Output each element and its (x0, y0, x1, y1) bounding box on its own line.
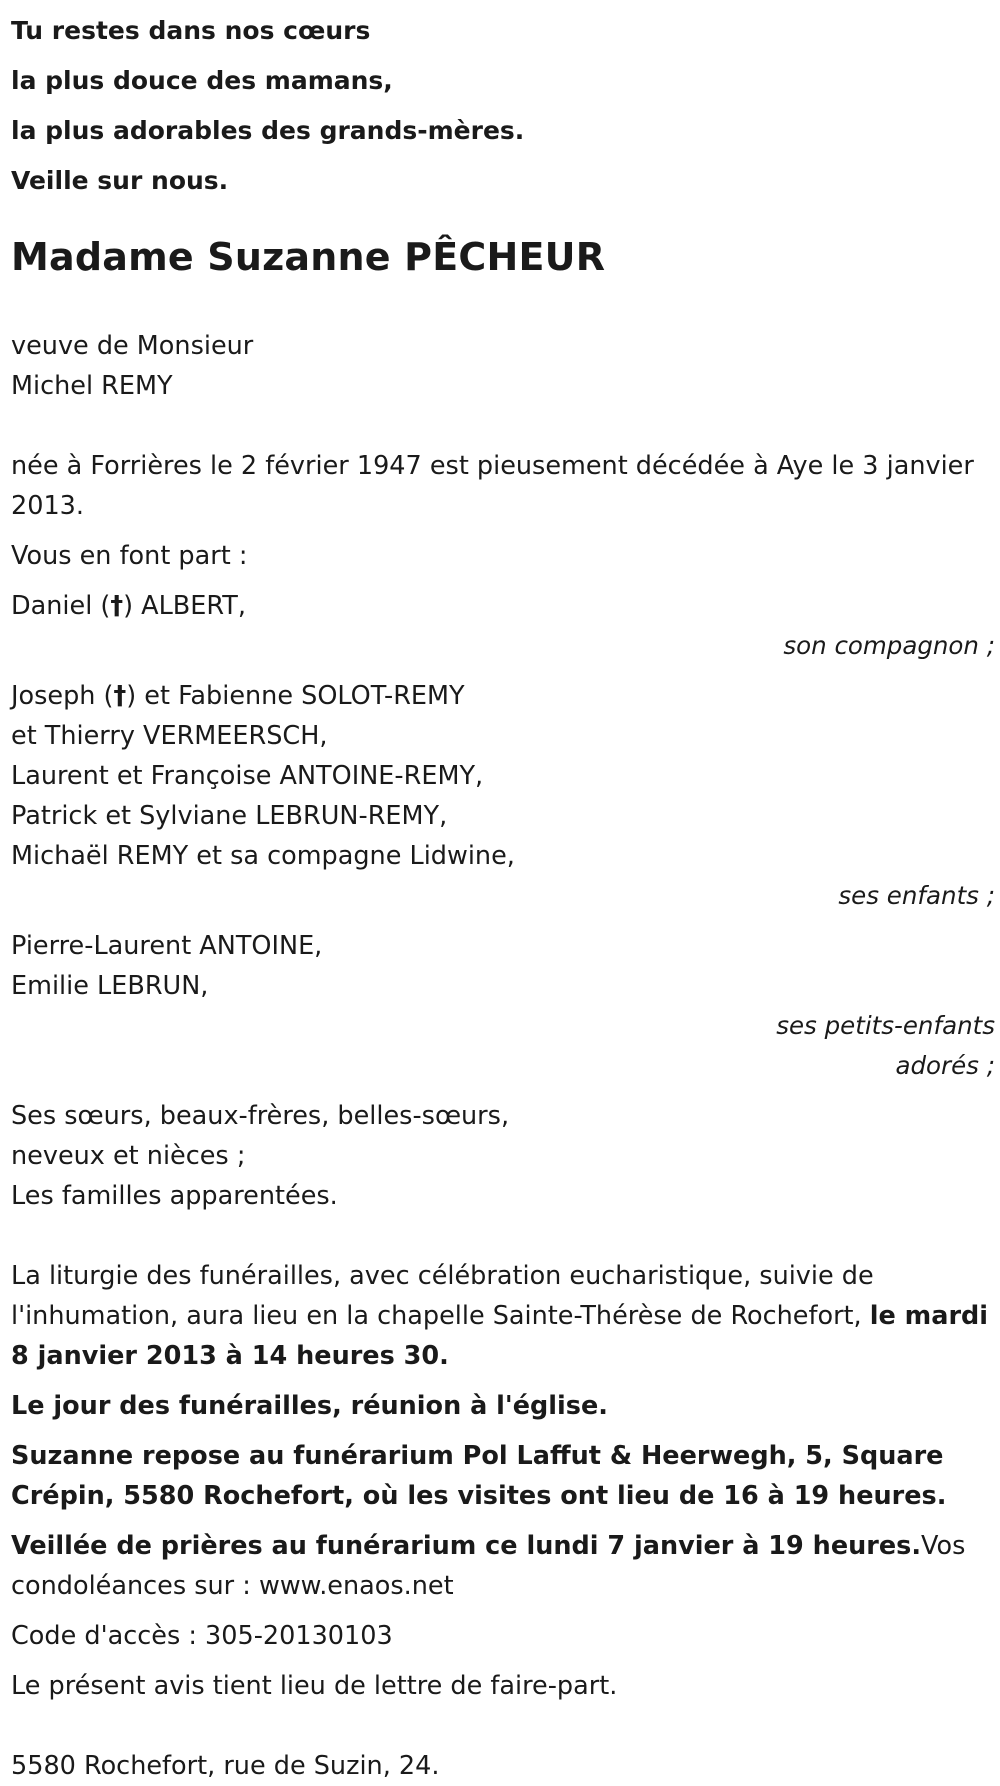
cross-icon: † (113, 681, 127, 711)
notice-body (11, 326, 995, 1786)
list-item: Emilie LEBRUN, (11, 971, 209, 1001)
deceased-name: Madame Suzanne PÊCHEUR (11, 235, 606, 279)
verse-line: Tu restes dans nos cœurs (11, 16, 371, 45)
companion-role: son compagnon ; (783, 631, 995, 660)
liturgy-date: le mardi 8 janvier 2013 à 14 heures 30. (11, 1301, 989, 1371)
spouse-line: Michel REMY (11, 371, 173, 401)
vigil-date: Veillée de prières au funérarium ce lundi 7 janvier à 19 heures. (11, 1531, 922, 1561)
verse-line: la plus adorables des grands-mères. (11, 116, 525, 145)
obituary-notice (11, 0, 995, 1786)
grandchildren-role: ses petits-enfants (776, 1011, 995, 1040)
list-item: Les familles apparentées. (11, 1181, 338, 1211)
list-item: Laurent et Françoise ANTOINE-REMY, (11, 761, 484, 791)
family-group (11, 1096, 991, 1216)
list-item: Michaël REMY et sa compagne Lidwine, (11, 841, 515, 871)
verse-line: Veille sur nous. (11, 166, 229, 195)
spouse-line: veuve de Monsieur (11, 331, 254, 361)
children-group (11, 676, 995, 916)
funerarium-info: Suzanne repose au funérarium Pol Laffut & Heerwegh, 5, Square Crépin, 5580 Rochefort, où les visites ont lieu de 16 à 19 heures. (11, 1441, 947, 1511)
list-item: Ses sœurs, beaux-frères, belles-sœurs, (11, 1101, 510, 1131)
family-address: 5580 Rochefort, rue de Suzin, 24. (11, 1751, 440, 1781)
grandchildren-group (11, 926, 995, 1086)
children-role: ses enfants ; (838, 881, 995, 910)
verse-line: la plus douce des mamans, (11, 66, 393, 95)
vigil-info (11, 1526, 991, 1606)
grandchildren-role: adorés ; (895, 1051, 995, 1080)
list-item: Joseph (†) et Fabienne SOLOT-REMY (11, 681, 465, 711)
birth-death-info: née à Forrières le 2 février 1947 est pieusement décédée à Aye le 3 janvier 2013. (11, 451, 974, 521)
spouse-info (11, 326, 991, 406)
list-item: Pierre-Laurent ANTOINE, (11, 931, 323, 961)
memorial-verse (11, 0, 991, 206)
announce-line: Vous en font part : (11, 541, 248, 571)
meeting-info: Le jour des funérailles, réunion à l'église. (11, 1391, 608, 1421)
cross-icon: † (110, 591, 124, 621)
liturgy-info: La liturgie des funérailles, avec célébration eucharistique, suivie de l'inhumation, aura lieu en la chapelle Sainte-Thérèse de Rochefort, le mardi 8 janvier 2013 à 14 heures 30. (11, 1261, 989, 1371)
condolences-text: Vos condoléances sur : www.enaos.net (11, 1531, 966, 1601)
companion-group (11, 586, 995, 666)
list-item: Patrick et Sylviane LEBRUN-REMY, (11, 801, 448, 831)
access-code: Code d'accès : 305-20130103 (11, 1621, 393, 1651)
list-item: et Thierry VERMEERSCH, (11, 721, 328, 751)
companion-name: Daniel (†) ALBERT, (11, 591, 246, 621)
list-item: neveux et nièces ; (11, 1141, 246, 1171)
notice-statement: Le présent avis tient lieu de lettre de faire-part. (11, 1671, 618, 1701)
